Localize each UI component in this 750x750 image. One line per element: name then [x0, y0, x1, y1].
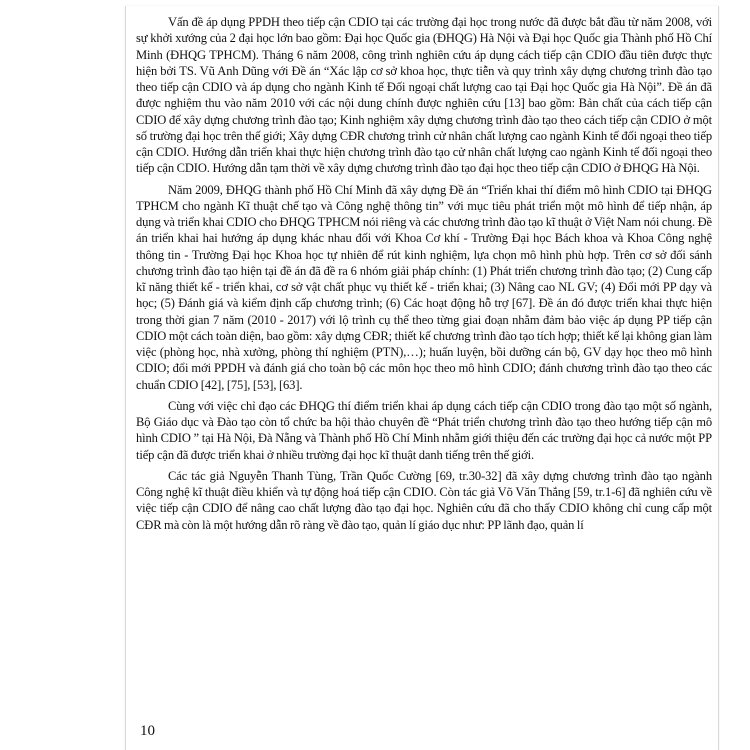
document-page	[125, 6, 719, 750]
paragraph-ministry-workshops: Cùng với việc chỉ đạo các ĐHQG thí điểm triển khai áp dụng cách tiếp cận CDIO trong đào tạo một số ngành, Bộ Giáo dục và Đào tạo còn tổ chức ba hội thảo chuyên đề “Phát triển chương trình đào tạo theo hướng tiếp cận mô hình CDIO ” tại Hà Nội, Đà Nẵng và Thành phố Hồ Chí Minh nhằm giới thiệu đến các trường đại học cả nước một PP tiếp cận đã được triển khai ở nhiều trường đại học kĩ thuật danh tiếng trên thế giới.	[136, 398, 712, 462]
paragraph-authors-research: Các tác giả Nguyễn Thanh Tùng, Trần Quốc Cường [69, tr.30-32] đã xây dựng chương trình đào tạo ngành Công nghệ kĩ thuật điều khiển và tự động hoá tiếp cận CDIO. Còn tác giả Võ Văn Thắng [59, tr.1-6] đã nghiên cứu về việc tiếp cận CDIO để nâng cao chất lượng đào tạo đại học. Nghiên cứu đã cho thấy CDIO không chỉ cung cấp một CĐR mà còn là một hướng dẫn rõ ràng về đào tạo, quản lí giáo dục như: PP lãnh đạo, quản lí	[136, 468, 712, 532]
paragraph-cdio-beginnings: Vấn đề áp dụng PPDH theo tiếp cận CDIO tại các trường đại học trong nước đã được bắt đầu từ năm 2008, với sự khởi xướng của 2 đại học lớn bao gồm: Đại học Quốc gia (ĐHQG) Hà Nội và Đại học Quốc gia Thành phố Hồ Chí Minh (ĐHQG TPHCM). Tháng 6 năm 2008, công trình nghiên cứu áp dụng cách tiếp cận CDIO đầu tiên được thực hiện bởi TS. Vũ Anh Dũng với Đề án “Xác lập cơ sở khoa học, thực tiễn và quy trình xây dựng chương trình đào tạo theo tiếp cận CDIO và áp dụng cho ngành Kinh tế Đối ngoại chất lượng cao tại Đại học Quốc gia Hà Nội”. Đề án đã được nghiệm thu vào năm 2010 với các nội dung chính được nghiên cứu [13] bao gồm: Bản chất của cách tiếp cận CDIO để xây dựng chương trình đào tạo; Kinh nghiệm xây dựng chương trình đào tạo theo cách tiếp cận CDIO ở một số trường đại học trên thế giới; Xây dựng CĐR chương trình cử nhân chất lượng cao ngành Kinh tế đối ngoại theo tiếp cận CDIO. Hướng dẫn triển khai thực hiện chương trình đào tạo cử nhân chất lượng cao ngành Kinh tế đối ngoại theo tiếp cận CDIO. Hướng dẫn tạm thời về xây dựng chương trình đào tạo đại học theo tiếp cận CDIO ở ĐHQG Hà Nội.	[136, 15, 712, 176]
paragraph-hcmc-project: Năm 2009, ĐHQG thành phố Hồ Chí Minh đã xây dựng Đề án “Triển khai thí điểm mô hình CDIO tại ĐHQG TPHCM cho ngành Kĩ thuật chế tạo và Công nghệ thông tin” với mục tiêu phát triển một mô hình để tiếp nhận, áp dụng và triển khai CDIO cho ĐHQG TPHCM nói riêng và các chương trình đào tạo kĩ thuật ở Việt Nam nói chung. Đề án triển khai hai hướng áp dụng khác nhau đối với Khoa Cơ khí - Trường Đại học Bách khoa và Khoa Công nghệ thông tin - Trường Đại học Khoa học tự nhiên để rút kinh nghiệm, lựa chọn mô hình phù hợp. Trên cơ sở đối sánh chương trình đào tạo hiện tại đề án đã đề ra 6 nhóm giải pháp chính: (1) Phát triển chương trình đào tạo; (2) Cung cấp kĩ năng thiết kế - triển khai, cơ sở vật chất phục vụ thiết kế - triển khai; (3) Nâng cao NL GV; (4) Đổi mới PP dạy và học; (5) Đánh giá và kiểm định cấp chương trình; (6) Các hoạt động hỗ trợ [67]. Đề án đó được triển khai thực hiện trong thời gian 7 năm (2010 - 2017) với lộ trình cụ thể theo từng giai đoạn nhằm đảm bảo việc áp dụng PP tiếp cận CDIO một cách toàn diện, bao gồm: xây dựng CĐR; thiết kế chương trình đào tạo tích hợp; thiết kế lại không gian làm việc (phòng học, nhà xưởng, phòng thí nghiệm (PTN),…); huấn luyện, bồi dưỡng cán bộ, GV dạy học theo mô hình CDIO; đổi mới PPDH và đánh giá cho toàn bộ các môn học theo mô hình CDIO; đánh chương trình đào tạo theo các chuẩn CDIO [42], [75], [53], [63].	[136, 182, 712, 392]
document-body	[136, 14, 712, 538]
page-number: 10	[140, 723, 155, 739]
